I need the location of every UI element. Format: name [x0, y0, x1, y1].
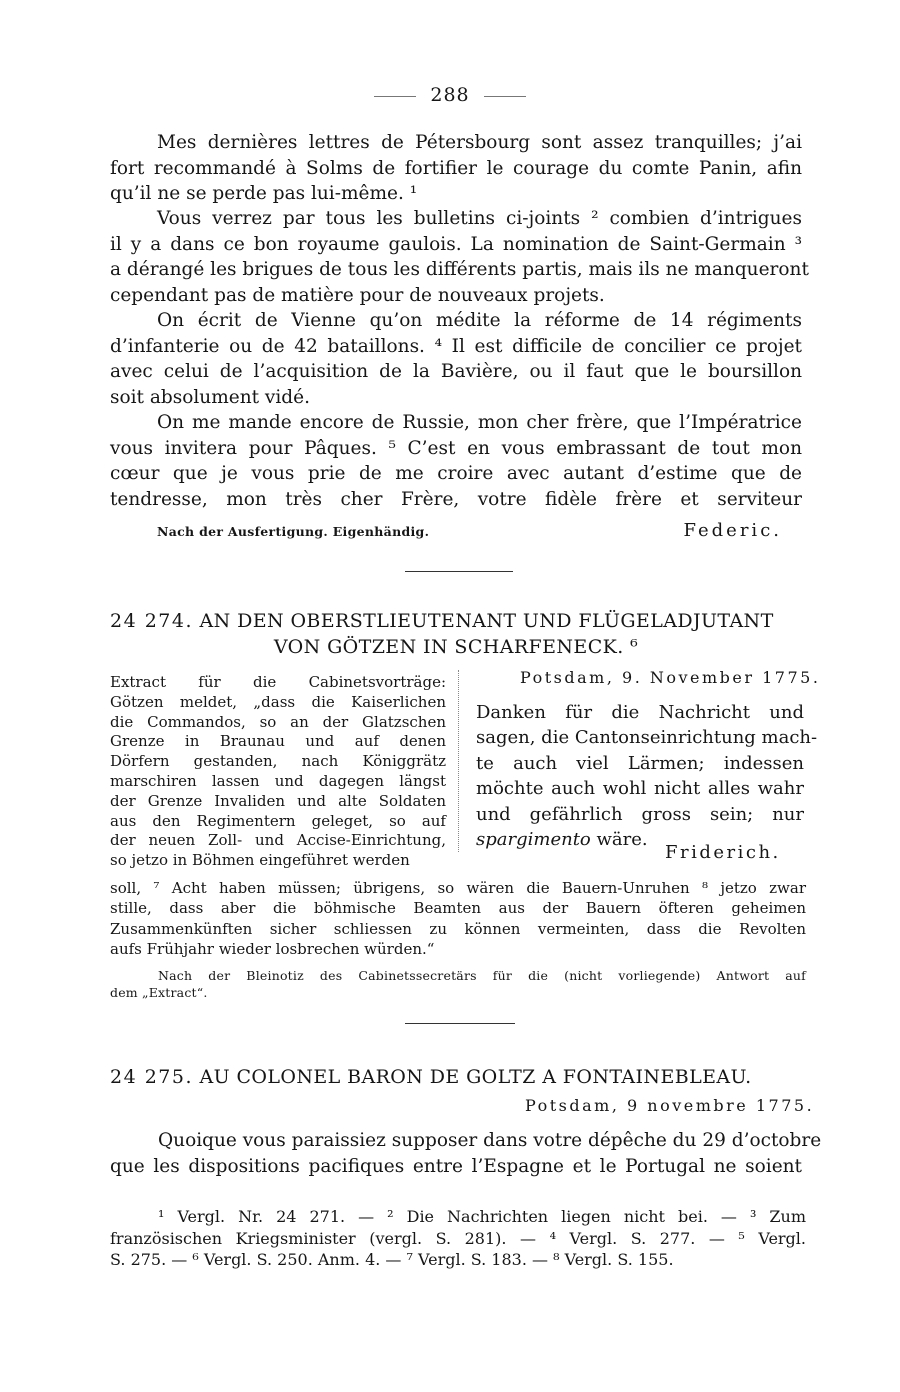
text-line: fort recommandé à Solms de fortifier le courage du comte Panin, afin — [110, 157, 802, 179]
reply-right-column — [476, 700, 818, 860]
extract-left-column — [110, 673, 446, 873]
column-divider — [458, 670, 459, 852]
extract-line: soll, ⁷ Acht haben müssen; übrigens, so wären die Bauern-Unruhen ⁸ jetzo zwar — [110, 879, 806, 897]
text-line: Mes dernières lettres de Pétersbourg sont assez tranquilles; j’ai — [157, 132, 802, 153]
doc-24275-body — [110, 1128, 822, 1182]
doc-24275-heading — [110, 1066, 810, 1088]
extract-line: Extract für die Cabinetsvorträge: — [110, 673, 446, 691]
reply-line: Danken für die Nachricht und — [476, 702, 804, 723]
reply-line: te auch viel Lärmen; indessen — [476, 752, 804, 774]
paragraph-2 — [110, 206, 809, 310]
text-line: a dérangé les brigues de tous les différents partis, mais ils ne manqueront — [110, 259, 809, 281]
doc-number: 24 274. — [110, 610, 194, 632]
reply-line: sagen, die Cantonseinrichtung mach- — [476, 727, 818, 749]
heading-text: AN DEN OBERSTLIEUTENANT UND FLÜGELADJUTANT — [199, 610, 774, 632]
extract-line: Zusammenkünften sicher schliessen zu können vermeinten, dass die Revolten — [110, 919, 806, 938]
text-line: que les dispositions pacifiques entre l’Espagne et le Portugal ne soient — [110, 1155, 802, 1177]
footnote-line: S. 275. — ⁶ Vergl. S. 250. Anm. 4. — ⁷ Vergl. S. 183. — ⁸ Vergl. S. 155. — [110, 1250, 674, 1269]
footnotes — [110, 1206, 806, 1272]
text-line: avec celui de l’acquisition de la Bavière, ou il faut que le boursillon — [110, 361, 802, 383]
extract-line: die Commandos, so an der Glatzschen — [110, 712, 446, 731]
signature-row — [157, 520, 782, 544]
text-line: il y a dans ce bon royaume gaulois. La nomination de Saint-Germain ³ — [110, 233, 802, 255]
signature: Federic. — [683, 520, 782, 541]
header-dash-left — [374, 96, 416, 97]
text-line: cependant pas de matière pour de nouveaux projets. — [110, 284, 605, 306]
page-number: 288 — [430, 84, 470, 106]
italic-word: spargimento — [476, 829, 591, 850]
footnote-line: ¹ Vergl. Nr. 24 271. — ² Die Nachrichten liegen nicht bei. — ³ Zum — [158, 1207, 806, 1226]
paragraph-4 — [110, 410, 802, 514]
doc-24274-heading-line2: VON GÖTZEN IN SCHARFENECK. ⁶ — [273, 636, 639, 658]
bleinotiz-note — [110, 968, 806, 1004]
note-line: dem „Extract“. — [110, 985, 208, 1000]
text-line: soit absolument vidé. — [110, 386, 310, 408]
paragraph-3 — [110, 308, 802, 412]
paragraph-1 — [110, 130, 802, 208]
extract-line: der Grenze Invaliden und alte Soldaten — [110, 791, 446, 810]
source-note: Nach der Ausfertigung. Eigenhändig. — [157, 524, 430, 539]
extract-line: der neuen Zoll- und Accise-Einrichtung, — [110, 831, 446, 850]
text-line: Quoique vous paraissiez supposer dans votre dépêche du 29 d’octobre — [158, 1130, 822, 1151]
text-line: d’infanterie ou de 42 bataillons. ⁴ Il est difficile de concilier ce projet — [110, 335, 802, 357]
reply-line: möchte auch wohl nicht alles wahr — [476, 778, 804, 800]
section-divider — [405, 571, 513, 572]
section-divider — [405, 1023, 515, 1024]
text-line: qu’il ne se perde pas lui-même. ¹ — [110, 183, 418, 205]
text-line: cœur que je vous prie de me croire avec autant d’estime que de — [110, 463, 802, 485]
extract-line: Grenze in Braunau und auf denen — [110, 732, 446, 751]
doc-number: 24 275. — [110, 1066, 194, 1088]
note-line: Nach der Bleinotiz des Cabinetssecretärs für die (nicht vorliegende) Antwort auf — [158, 968, 806, 983]
header-dash-right — [484, 96, 526, 97]
doc-24274-signature: Friderich. — [665, 842, 781, 863]
text-line: On me mande encore de Russie, mon cher frère, que l’Impératrice — [157, 412, 802, 433]
page-header — [0, 84, 900, 106]
extract-line: marschiren lassen und dagegen längst — [110, 772, 446, 790]
extract-line: so jetzo in Böhmen eingeführet werden — [110, 851, 410, 870]
extract-line: aufs Frühjahr wieder losbrechen würden.“ — [110, 939, 435, 958]
extract-line: Dörfern gestanden, nach Königgrätz — [110, 752, 446, 771]
extract-line: Götzen meldet, „dass die Kaiserlichen — [110, 692, 446, 711]
doc-24274-heading-line1 — [110, 610, 802, 632]
text-line: Vous verrez par tous les bulletins ci-joints ² combien d’intrigues — [157, 208, 802, 229]
reply-line-rest: wäre. — [590, 829, 648, 850]
extract-line: aus den Regimentern geleget, so auf — [110, 811, 446, 830]
doc-24274-dateline: Potsdam, 9. November 1775. — [520, 668, 821, 687]
reply-line: und gefährlich gross sein; nur — [476, 803, 804, 825]
extract-continuation — [110, 879, 806, 961]
heading-text: AU COLONEL BARON DE GOLTZ A FONTAINEBLEAU. — [199, 1066, 752, 1088]
text-line: vous invitera pour Pâques. ⁵ C’est en vous embrassant de tout mon — [110, 437, 802, 459]
footnote-line: französischen Kriegsminister (vergl. S. 281). — ⁴ Vergl. S. 277. — ⁵ Vergl. — [110, 1228, 806, 1248]
text-line: On écrit de Vienne qu’on médite la réforme de 14 régiments — [157, 310, 802, 331]
doc-24275-dateline: Potsdam, 9 novembre 1775. — [525, 1096, 815, 1115]
extract-line: stille, dass aber die böhmische Beamten aus der Bauern öfteren geheimen — [110, 899, 806, 918]
text-line: tendresse, mon très cher Frère, votre fidèle frère et serviteur — [110, 488, 802, 510]
